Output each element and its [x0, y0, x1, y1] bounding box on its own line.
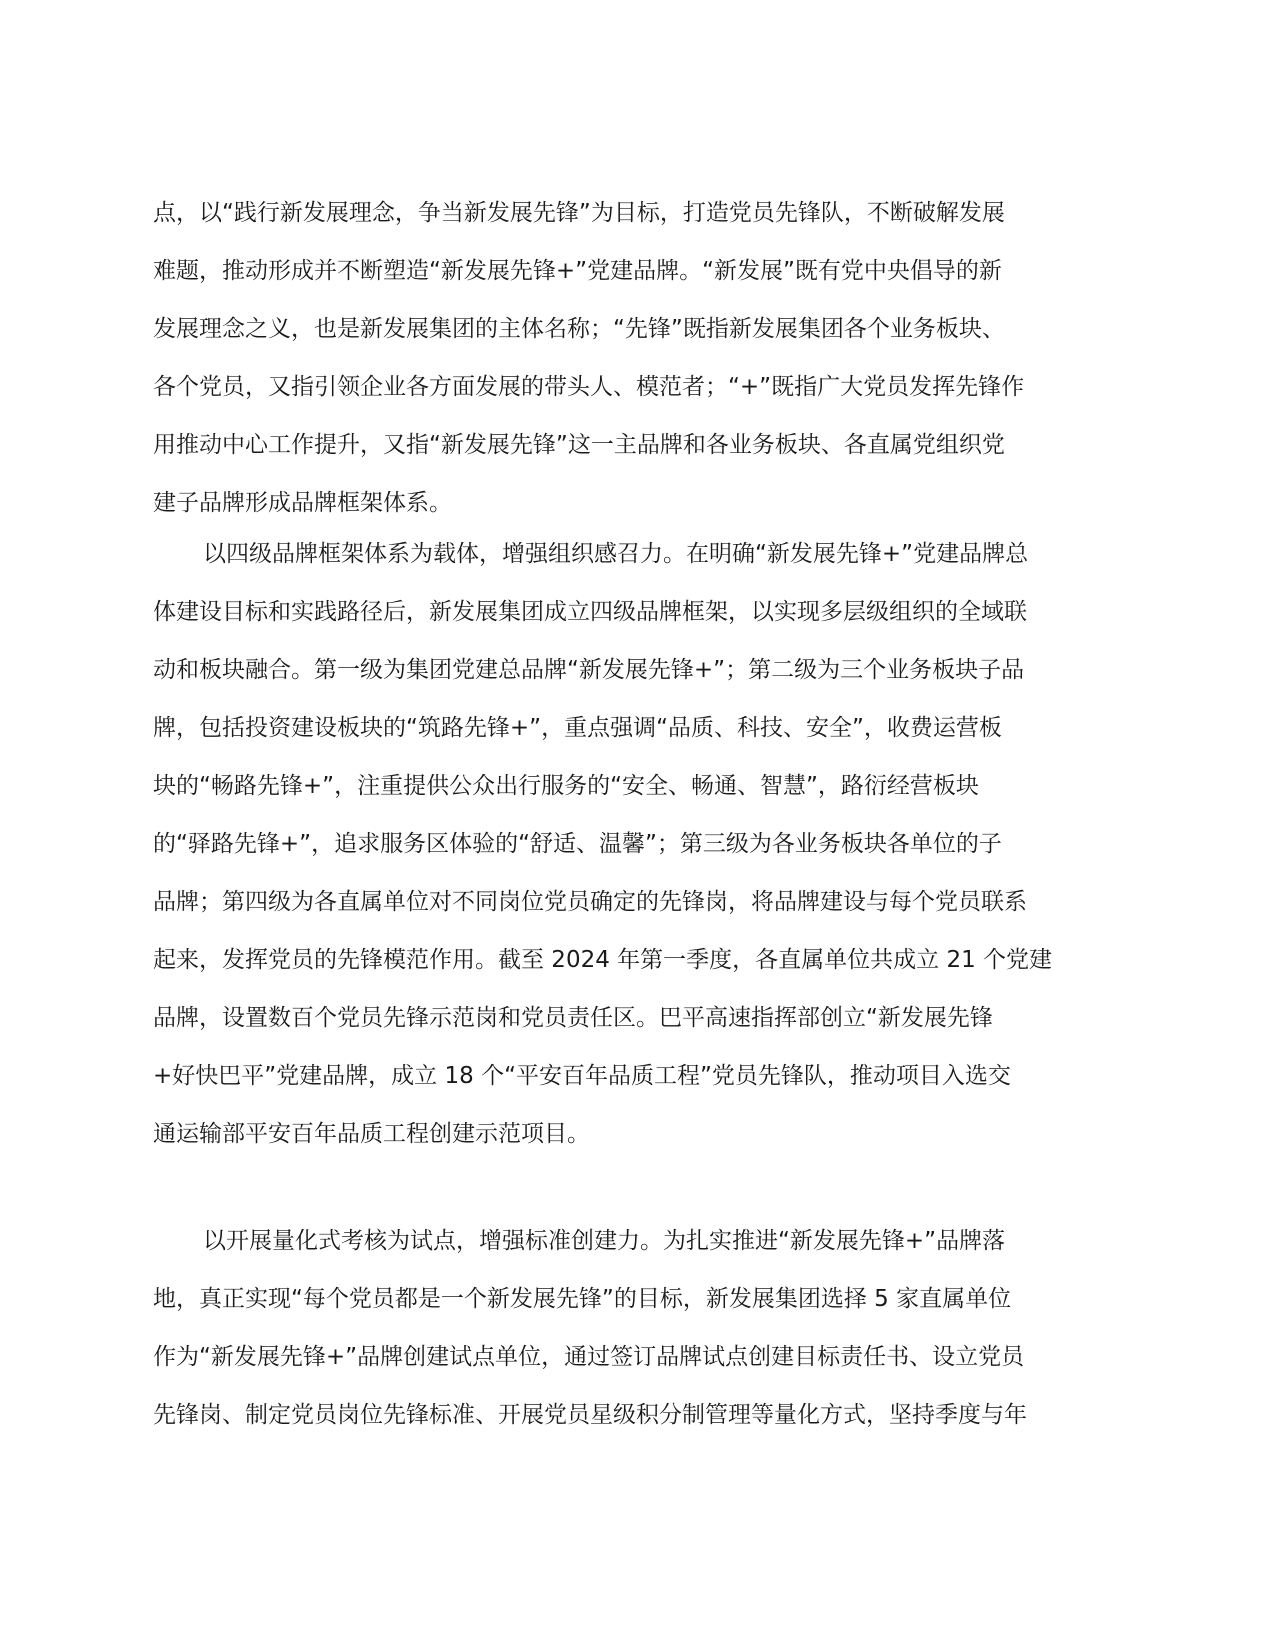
text-line: 的“驿路先锋+”，追求服务区体验的“舒适、温馨”；第三级为各业务板块各单位的子 — [153, 831, 1002, 857]
text-line: 点，以“践行新发展理念，争当新发展先锋”为目标，打造党员先锋队，不断破解发展 — [153, 200, 1005, 226]
text-line: 品牌；第四级为各直属单位对不同岗位党员确定的先锋岗，将品牌建设与每个党员联系 — [153, 889, 1027, 915]
text-line: 先锋岗、制定党员岗位先锋标准、开展党员星级积分制管理等量化方式，坚持季度与年 — [153, 1402, 1027, 1428]
text-line: 以四级品牌框架体系为载体，增强组织感召力。在明确“新发展先锋+”党建品牌总 — [203, 541, 1029, 567]
text-line: 作为“新发展先锋+”品牌创建试点单位，通过签订品牌试点创建目标责任书、设立党员 — [153, 1344, 1025, 1370]
text-line: 动和板块融合。第一级为集团党建总品牌“新发展先锋+”；第二级为三个业务板块子品 — [153, 657, 1025, 683]
text-line: +好快巴平”党建品牌，成立 18 个“平安百年品质工程”党员先锋队，推动项目入选交 — [153, 1063, 1011, 1089]
text-line: 难题，推动形成并不断塑造“新发展先锋+”党建品牌。“新发展”既有党中央倡导的新 — [153, 258, 1002, 284]
text-line: 地，真正实现“每个党员都是一个新发展先锋”的目标，新发展集团选择 5 家直属单位 — [153, 1286, 1012, 1312]
text-line: 品牌，设置数百个党员先锋示范岗和党员责任区。巴平高速指挥部创立“新发展先锋 — [153, 1005, 993, 1031]
paragraph-1 — [153, 184, 1113, 532]
text-line: 以开展量化式考核为试点，增强标准创建力。为扎实推进“新发展先锋+”品牌落 — [203, 1228, 1006, 1254]
paragraph-2 — [153, 525, 1113, 1163]
text-line: 起来，发挥党员的先锋模范作用。截至 2024 年第一季度，各直属单位共成立 21 个党建 — [153, 947, 1053, 973]
text-line: 用推动中心工作提升，又指“新发展先锋”这一主品牌和各业务板块、各直属党组织党 — [153, 432, 1005, 458]
text-line: 块的“畅路先锋+”，注重提供公众出行服务的“安全、畅通、智慧”，路衍经营板块 — [153, 773, 979, 799]
text-line: 各个党员，又指引领企业各方面发展的带头人、模范者；“+”既指广大党员发挥先锋作 — [153, 374, 1025, 400]
text-line: 发展理念之义，也是新发展集团的主体名称；“先锋”既指新发展集团各个业务板块、 — [153, 316, 1005, 342]
text-line: 建子品牌形成品牌框架体系。 — [153, 490, 452, 516]
text-line: 牌，包括投资建设板块的“筑路先锋+”，重点强调“品质、科技、安全”，收费运营板 — [153, 715, 1002, 741]
text-line: 体建设目标和实践路径后，新发展集团成立四级品牌框架，以实现多层级组织的全域联 — [153, 599, 1027, 625]
paragraph-3 — [153, 1212, 1113, 1444]
text-line: 通运输部平安百年品质工程创建示范项目。 — [153, 1121, 590, 1147]
